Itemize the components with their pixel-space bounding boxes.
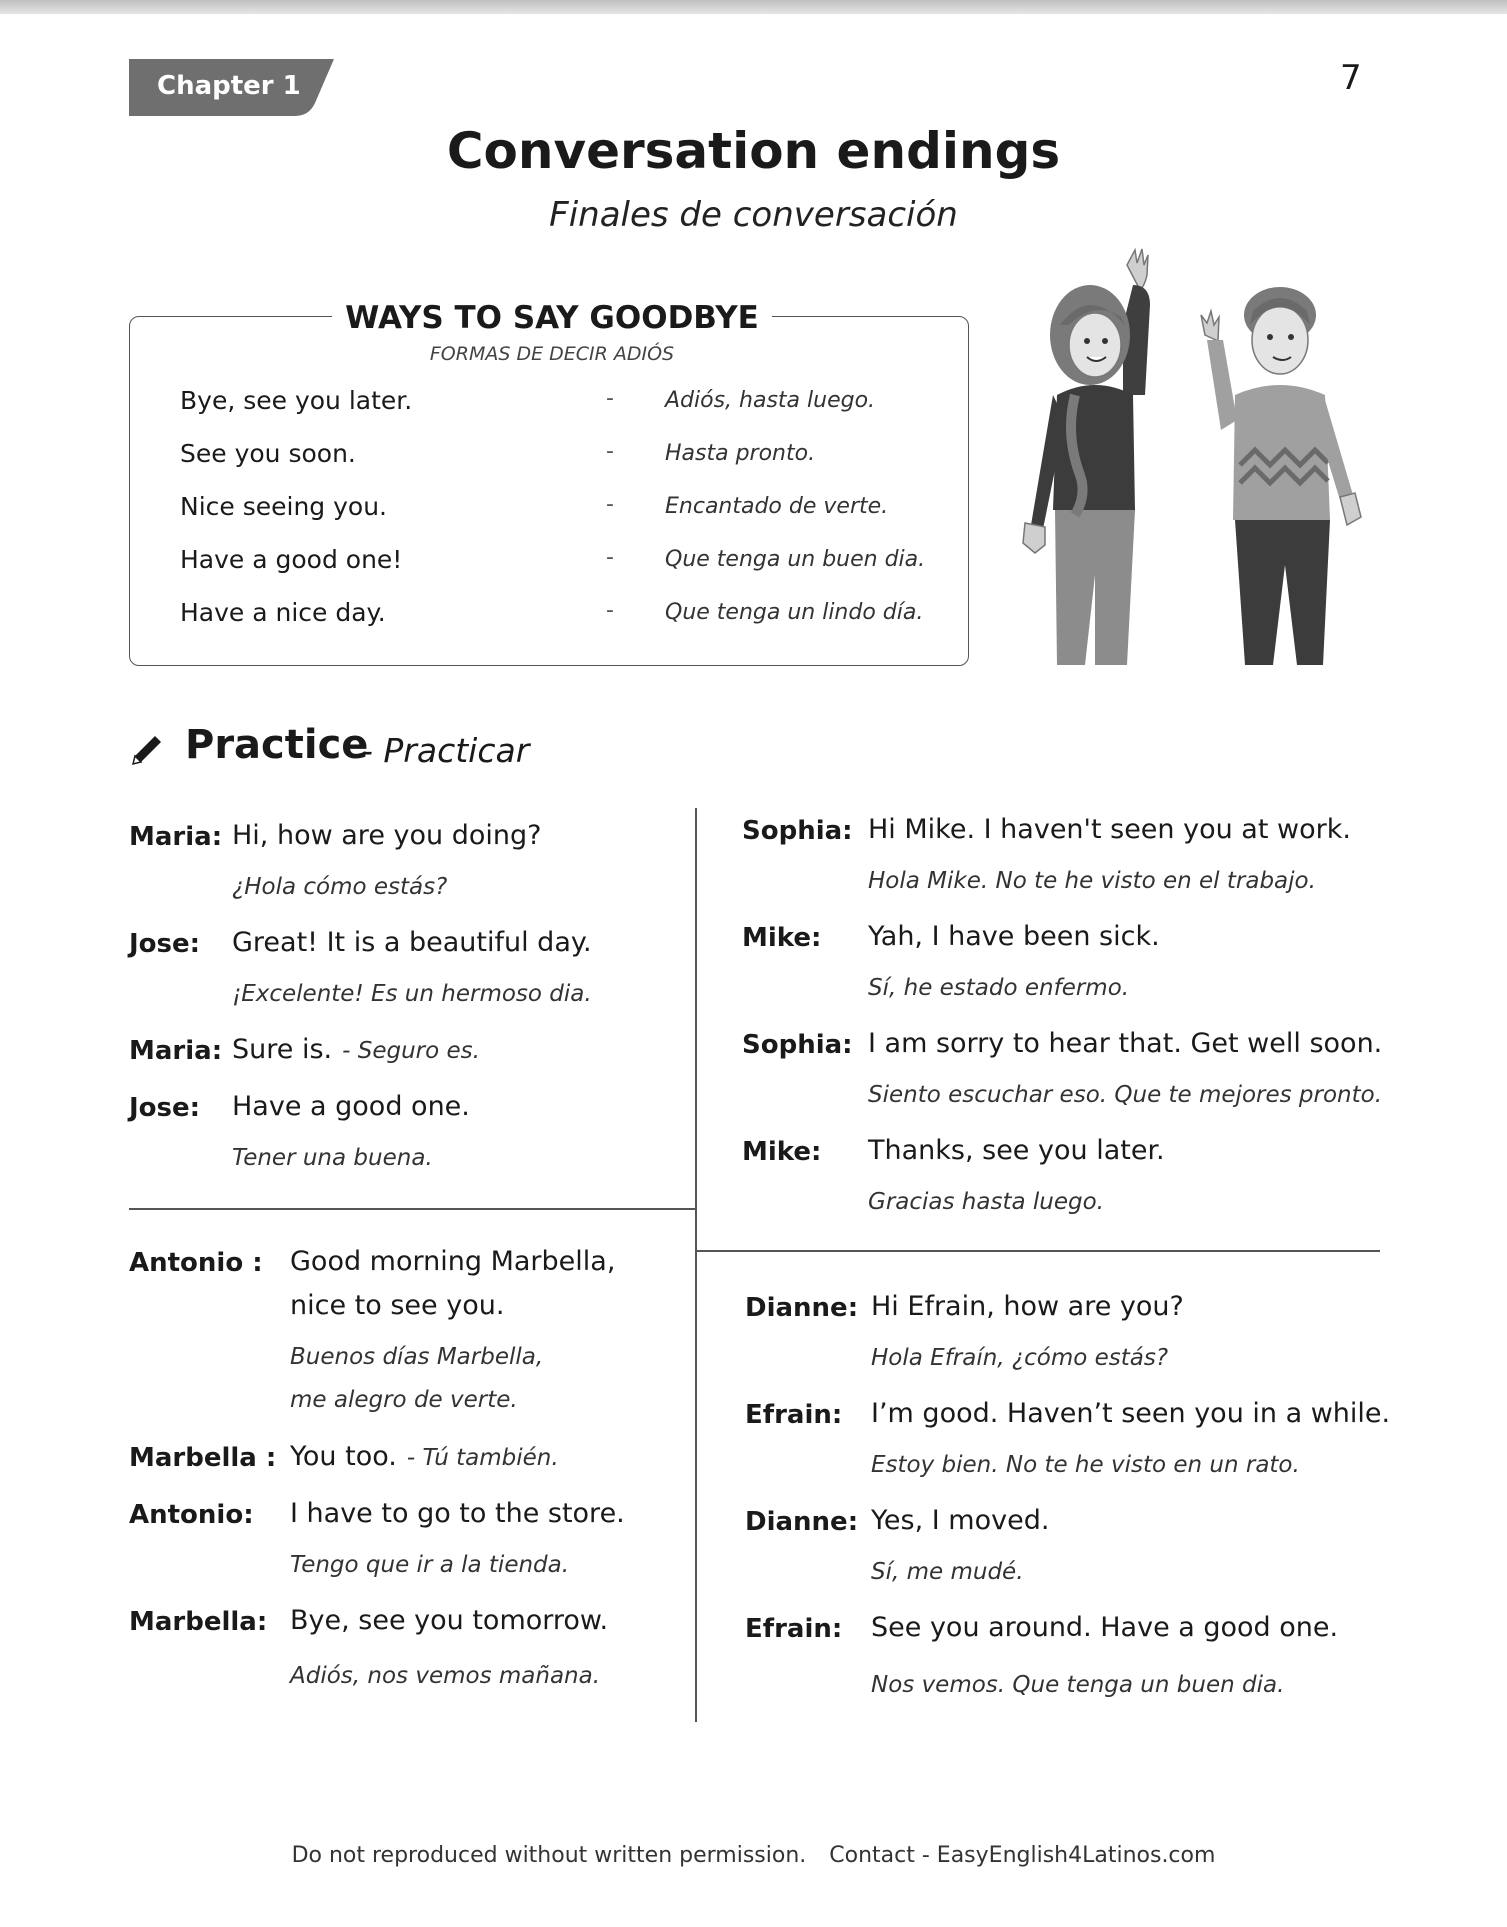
- dialog-line-spanish: Estoy bien. No te he visto en un rato.: [871, 1452, 1300, 1478]
- dialog-line-spanish: - Seguro es.: [342, 1038, 480, 1064]
- page-subtitle: Finales de conversación: [549, 195, 958, 235]
- dialog-line-english: Thanks, see you later.: [868, 1135, 1165, 1166]
- dialog-line-spanish: Hola Efraín, ¿cómo estás?: [871, 1345, 1169, 1371]
- speaker-name: Maria:: [129, 1036, 223, 1066]
- dialog-line-spanish: Buenos días Marbella,: [290, 1344, 544, 1370]
- dialog-line-spanish: Gracias hasta luego.: [868, 1189, 1104, 1215]
- phrase-english: Bye, see you later.: [180, 386, 413, 415]
- dialog-line-spanish: Sí, me mudé.: [871, 1559, 1024, 1585]
- phrase-row: [180, 545, 940, 585]
- dialog-line-english: nice to see you.: [290, 1290, 505, 1321]
- waving-people-illustration: [995, 245, 1385, 675]
- chapter-label: Chapter 1: [157, 71, 301, 101]
- dialog-line-spanish: ¡Excelente! Es un hermoso dia.: [232, 981, 592, 1007]
- dialog-line-english: Hi, how are you doing?: [232, 820, 542, 851]
- dialog-line-english: I am sorry to hear that. Get well soon.: [868, 1028, 1383, 1059]
- copyright-notice: Do not reproduced without written permission.: [291, 1843, 807, 1868]
- practice-title: Practice: [185, 722, 369, 768]
- pencil-icon: [129, 732, 165, 768]
- speaker-name: Efrain:: [745, 1400, 843, 1430]
- dialog-line-spanish: Hola Mike. No te he visto en el trabajo.: [868, 868, 1316, 894]
- phrase-row: [180, 386, 940, 426]
- dialog-line-english: You too.: [290, 1441, 397, 1472]
- page-footer: [0, 1843, 1507, 1868]
- column-divider: [695, 808, 697, 1722]
- dialog-line-english: Great! It is a beautiful day.: [232, 927, 592, 958]
- dialog-line-english: I’m good. Haven’t seen you in a while.: [871, 1398, 1391, 1429]
- phrase-spanish: Encantado de verte.: [665, 494, 889, 519]
- phrase-spanish: Que tenga un buen dia.: [665, 547, 926, 572]
- practice-subtitle: - Practicar: [361, 731, 530, 770]
- speaker-name: Mike:: [742, 1137, 822, 1167]
- man-figure: [1201, 287, 1361, 665]
- goodbye-box-subtitle: FORMAS DE DECIR ADIÓS: [429, 343, 675, 365]
- dialog-line-english: See you around. Have a good one.: [871, 1612, 1339, 1643]
- dialog-line-spanish: ¿Hola cómo estás?: [232, 874, 448, 900]
- page-title: Conversation endings: [446, 122, 1061, 180]
- phrase-spanish: Adiós, hasta luego.: [665, 388, 876, 413]
- dialog-line-spanish: me alegro de verte.: [290, 1387, 518, 1413]
- phrase-separator: -: [606, 598, 614, 623]
- dialog-line-english: Have a good one.: [232, 1091, 470, 1122]
- phrase-english: Have a good one!: [180, 545, 403, 574]
- speaker-name: Sophia:: [742, 816, 853, 846]
- speaker-name: Antonio:: [129, 1500, 254, 1530]
- speaker-name: Marbella :: [129, 1443, 277, 1473]
- speaker-name: Mike:: [742, 923, 822, 953]
- dialog-line-english: Bye, see you tomorrow.: [290, 1605, 609, 1636]
- dialog-line-english: Yes, I moved.: [871, 1505, 1050, 1536]
- woman-figure: [1023, 249, 1150, 665]
- phrase-english: Have a nice day.: [180, 598, 386, 627]
- dialog-line-spanish: Tengo que ir a la tienda.: [290, 1552, 570, 1578]
- speaker-name: Maria:: [129, 822, 223, 852]
- speaker-name: Dianne:: [745, 1507, 859, 1537]
- phrase-spanish: Hasta pronto.: [665, 441, 816, 466]
- chapter-tab: [129, 59, 334, 116]
- contact-info: Contact - EasyEnglish4Latinos.com: [829, 1843, 1216, 1868]
- speaker-name: Dianne:: [745, 1293, 859, 1323]
- top-border: [0, 0, 1507, 14]
- speaker-name: Antonio :: [129, 1248, 263, 1278]
- phrase-row: [180, 492, 940, 532]
- speaker-name: Sophia:: [742, 1030, 853, 1060]
- dialog-line-spanish: Sí, he estado enfermo.: [868, 975, 1130, 1001]
- phrase-separator: -: [606, 386, 614, 411]
- dialog-line-spanish: Nos vemos. Que tenga un buen dia.: [871, 1672, 1285, 1698]
- phrase-separator: -: [606, 492, 614, 517]
- phrase-row: [180, 439, 940, 479]
- phrase-row: [180, 598, 940, 638]
- phrase-separator: -: [606, 439, 614, 464]
- goodbye-box-title: WAYS TO SAY GOODBYE: [332, 300, 772, 336]
- speaker-name: Jose:: [129, 1093, 201, 1123]
- dialog-line-english: Hi Efrain, how are you?: [871, 1291, 1184, 1322]
- dialog-line-spanish: Tener una buena.: [232, 1145, 433, 1171]
- dialog-line-english: Good morning Marbella,: [290, 1246, 616, 1277]
- dialog-line-spanish: Siento escuchar eso. Que te mejores pronto.: [868, 1082, 1383, 1108]
- phrase-separator: -: [606, 545, 614, 570]
- dialog-line-english: Yah, I have been sick.: [868, 921, 1160, 952]
- dialog-line-combined: [232, 1034, 480, 1065]
- phrase-english: See you soon.: [180, 439, 356, 468]
- page-number: 7: [1340, 58, 1362, 98]
- phrase-english: Nice seeing you.: [180, 492, 387, 521]
- right-section-divider: [695, 1250, 1380, 1252]
- left-section-divider: [129, 1208, 695, 1210]
- dialog-line-english: Hi Mike. I haven't seen you at work.: [868, 814, 1351, 845]
- speaker-name: Jose:: [129, 929, 201, 959]
- dialog-line-english: I have to go to the store.: [290, 1498, 625, 1529]
- dialog-line-english: Sure is.: [232, 1034, 333, 1065]
- dialog-line-spanish: Adiós, nos vemos mañana.: [290, 1663, 601, 1689]
- speaker-name: Efrain:: [745, 1614, 843, 1644]
- speaker-name: Marbella:: [129, 1607, 268, 1637]
- dialog-line-spanish: - Tú también.: [406, 1445, 559, 1471]
- phrase-spanish: Que tenga un lindo día.: [665, 600, 924, 625]
- dialog-line-combined: [290, 1441, 559, 1472]
